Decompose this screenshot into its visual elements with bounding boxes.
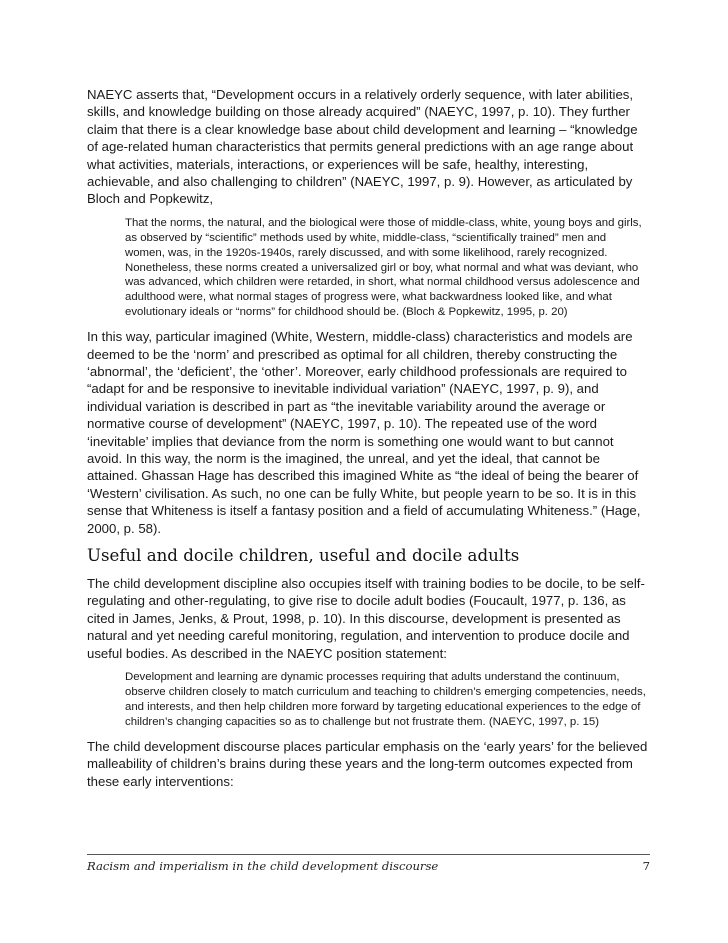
page-body: [87, 86, 649, 798]
paragraph-norm-construction: In this way, particular imagined (White, Western, middle-class) characteristics and models are deemed to be the ‘norm’ and prescribed as optimal for all children, thereby constructing the ‘abnormal’, the ‘deficient’, the ‘other’. Moreover, early childhood professionals are required to “adapt for and be responsive to inevitable individual variation” (NAEYC, 1997, p. 9), and individual variation is described in part as “the inevitable variability around the average or normative course of development” (NAEYC, 1997, p. 10). The repeated use of the word ‘inevitable’ implies that deviance from the norm is something one would want to but cannot avoid. In this way, the norm is the imagined, the unreal, and yet the ideal, that cannot be attained. Ghassan Hage has described this imagined White as “the ideal of being the bearer of ‘Western’ civilisation. As such, no one can be fully White, but people yearn to be so. It is in this sense that Whiteness is itself a fantasy position and a field of accumulating Whiteness.” (Hage, 2000, p. 58).: [87, 329, 641, 536]
footer-title: Racism and imperialism in the child development discourse: [87, 859, 439, 873]
section-heading: Useful and docile children, useful and docile adults: [87, 546, 520, 566]
paragraph-docile-bodies: The child development discipline also occupies itself with training bodies to be docile, to be self-regulating and other-regulating, to give rise to docile adult bodies (Foucault, 1977, p. 136, as cited in James, Jenks, & Prout, 1998, p. 10). In this discourse, development is presented as natural and yet needing careful monitoring, regulation, and intervention to produce docile and useful bodies. As described in the NAEYC position statement:: [87, 576, 645, 661]
paragraph-early-years: The child development discourse places particular emphasis on the ‘early years’ for the believed malleability of children’s brains during these years and the long-term outcomes expected from these early interventions:: [87, 738, 648, 789]
paragraph-naeyc-claims: NAEYC asserts that, “Development occurs in a relatively orderly sequence, with later abilities, skills, and knowledge building on those already acquired” (NAEYC, 1997, p. 10). They further claim that there is a clear knowledge base about child development and learning – “knowledge of age-related human characteristics that permits general predictions with an age range about what activities, materials, interactions, or experiences will be safe, healthy, interesting, achievable, and also challenging to children” (NAEYC, 1997, p. 9). However, as articulated by Bloch and Popkewitz,: [87, 87, 638, 207]
block-quote-bloch-popkewitz: That the norms, the natural, and the biological were those of middle-class, white, young boys and girls, as observed by “scientific” methods used by white, middle-class, “scientifically trained” men and women, was, in the 1920s-1940s, rarely discussed, and with some likelihood, rarely recognized. Nonetheless, these norms created a universalized girl or boy, what normal and what was deviant, who was advanced, which children were retarded, in short, what normal childhood versus adolescence and adulthood were, what normal stages of progress were, what backwardness looked like, and what evolutionary ideals or “norms” for childhood should be. (Bloch & Popkewitz, 1995, p. 20): [125, 216, 642, 319]
page-footer: [87, 854, 650, 873]
page-number: 7: [642, 859, 650, 873]
block-quote-naeyc: Development and learning are dynamic processes requiring that adults understand the continuum, observe children closely to match curriculum and teaching to children’s emerging competencies, needs, and interests, and then help children more forward by targeting educational experiences to the edge of children’s changing capacities so as to challenge but not frustrate them. (NAEYC, 1997, p. 15): [125, 671, 646, 728]
